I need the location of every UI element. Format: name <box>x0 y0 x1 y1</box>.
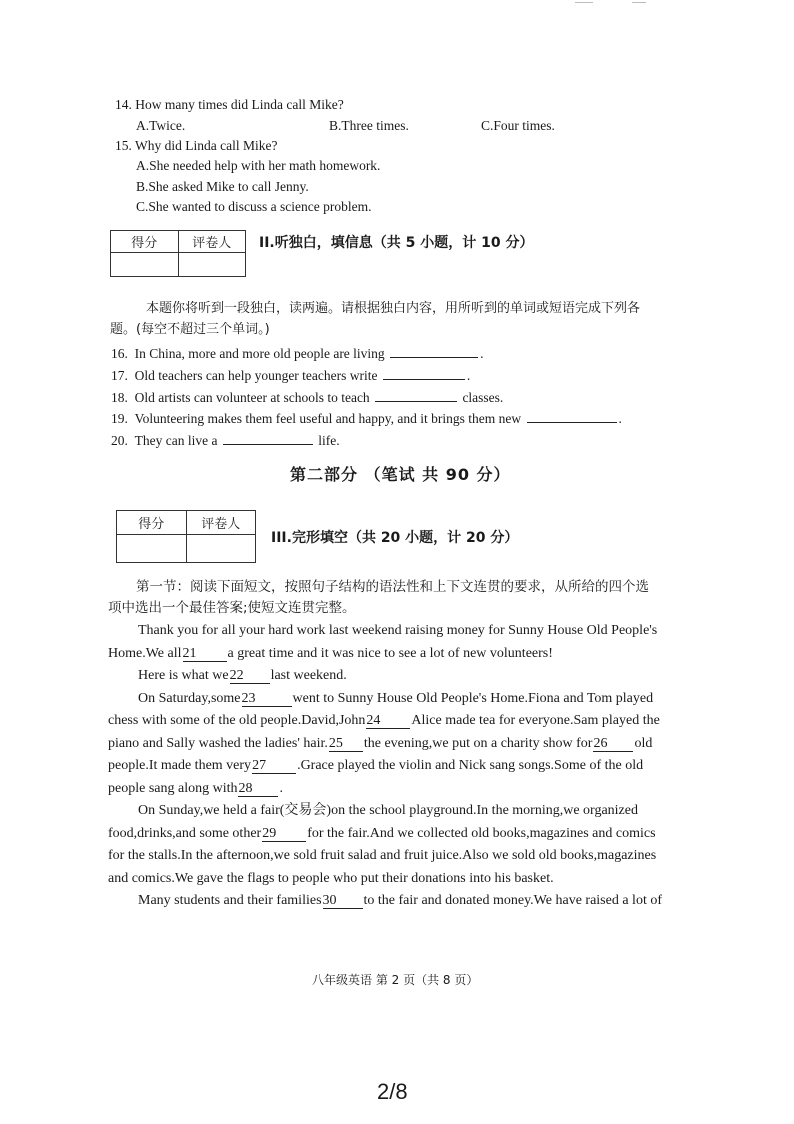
question-15-option-c: C.She wanted to discuss a science problem. <box>136 199 372 214</box>
page-footer: 八年级英语 第 2 页（共 8 页） <box>312 973 479 987</box>
question-14-option-a: A.Twice. <box>136 118 186 133</box>
question-14-option-b: B.Three times. <box>329 118 409 133</box>
grader-cell <box>186 535 256 563</box>
cloze-blank-24[interactable]: 24 <box>366 713 410 729</box>
score-cell <box>117 535 187 563</box>
cloze-blank-30[interactable]: 30 <box>323 893 363 909</box>
section-2-instruction-cont: 题。(每空不超过三个单词。) <box>110 322 270 337</box>
grader-cell <box>178 253 246 277</box>
section-3-title: III.完形填空（共 20 小题，计 20 分） <box>271 530 519 546</box>
page-indicator: 2/8 <box>377 1079 408 1104</box>
answer-blank[interactable] <box>223 431 313 445</box>
fill-item-17: 17. Old teachers can help younger teachers write . <box>111 368 471 383</box>
question-15-option-b: B.She asked Mike to call Jenny. <box>136 179 309 194</box>
cloze-blank-26[interactable]: 26 <box>593 736 633 752</box>
passage-line: and comics.We gave the flags to people who put their donations into his basket. <box>108 870 554 886</box>
passage-line: for the stalls.In the afternoon,we sold fruit salad and fruit juice.Also we sold old books,magazines <box>108 848 657 863</box>
passage-line: Many students and their families30 to the fair and donated money.We have raised a lot of <box>138 893 662 908</box>
passage-line: On Saturday,some23 went to Sunny House Old People's Home.Fiona and Tom played <box>138 690 654 706</box>
answer-blank[interactable] <box>527 409 617 423</box>
answer-blank[interactable] <box>383 366 465 380</box>
passage-line: Home.We all21 a great time and it was nice to see a lot of new volunteers! <box>108 645 553 661</box>
cloze-blank-23[interactable]: 23 <box>242 691 292 707</box>
fill-item-19: 19. Volunteering makes them feel useful and happy, and it brings them new . <box>111 411 622 426</box>
cloze-blank-21[interactable]: 21 <box>183 646 227 662</box>
passage-line: food,drinks,and some other29 for the fair.And we collected old books,magazines and comics <box>108 825 656 841</box>
score-box <box>110 230 246 277</box>
score-box <box>116 510 256 563</box>
score-cell <box>111 253 179 277</box>
score-label: 得分 <box>111 231 179 253</box>
score-label: 得分 <box>117 511 187 535</box>
scan-mark <box>575 2 593 3</box>
part-2-title: 第二部分 （笔试 共 90 分） <box>290 465 511 484</box>
question-14-option-c: C.Four times. <box>481 118 555 133</box>
passage-line: Thank you for all your hard work last weekend raising money for Sunny House Old People's <box>138 623 658 638</box>
section-3-instruction: 第一节：阅读下面短文，按照句子结构的语法性和上下文连贯的要求，从所给的四个选 <box>136 579 649 595</box>
passage-line: Here is what we22 last weekend. <box>138 668 347 683</box>
answer-blank[interactable] <box>375 388 457 402</box>
question-15-option-a: A.She needed help with her math homework. <box>136 158 381 173</box>
section-2-instruction: 本题你将听到一段独白，读两遍。请根据独白内容，用所听到的单词或短语完成下列各 <box>146 301 641 316</box>
passage-line: chess with some of the old people.David,John24 Alice made tea for everyone.Sam played the <box>108 713 660 728</box>
cloze-blank-27[interactable]: 27 <box>252 758 296 774</box>
passage-line: piano and Sally washed the ladies' hair.25 the evening,we put on a charity show for26 old <box>108 735 653 751</box>
passage-line: people.It made them very27 .Grace played the violin and Nick sang songs.Some of the old <box>108 758 644 773</box>
section-3-instruction-cont: 项中选出一个最佳答案;使短文连贯完整。 <box>108 600 356 616</box>
fill-item-16: 16. In China, more and more old people are living . <box>111 346 484 361</box>
scan-mark <box>632 2 646 3</box>
question-15-stem: 15. Why did Linda call Mike? <box>115 138 278 153</box>
cloze-blank-29[interactable]: 29 <box>262 826 306 842</box>
passage-line: On Sunday,we held a fair(交易会)on the school playground.In the morning,we organized <box>138 803 638 818</box>
section-2-title: II.听独白，填信息（共 5 小题，计 10 分） <box>259 235 534 251</box>
cloze-passage <box>108 620 712 913</box>
passage-line: people sang along with28 . <box>108 780 283 796</box>
cloze-blank-25[interactable]: 25 <box>329 736 363 752</box>
grader-label: 评卷人 <box>178 231 246 253</box>
cloze-blank-28[interactable]: 28 <box>238 781 278 797</box>
grader-label: 评卷人 <box>186 511 256 535</box>
cloze-blank-22[interactable]: 22 <box>230 668 270 684</box>
fill-item-18: 18. Old artists can volunteer at schools to teach classes. <box>111 390 504 405</box>
answer-blank[interactable] <box>390 344 478 358</box>
question-14-stem: 14. How many times did Linda call Mike? <box>115 97 344 112</box>
fill-item-20: 20. They can live a life. <box>111 433 340 448</box>
